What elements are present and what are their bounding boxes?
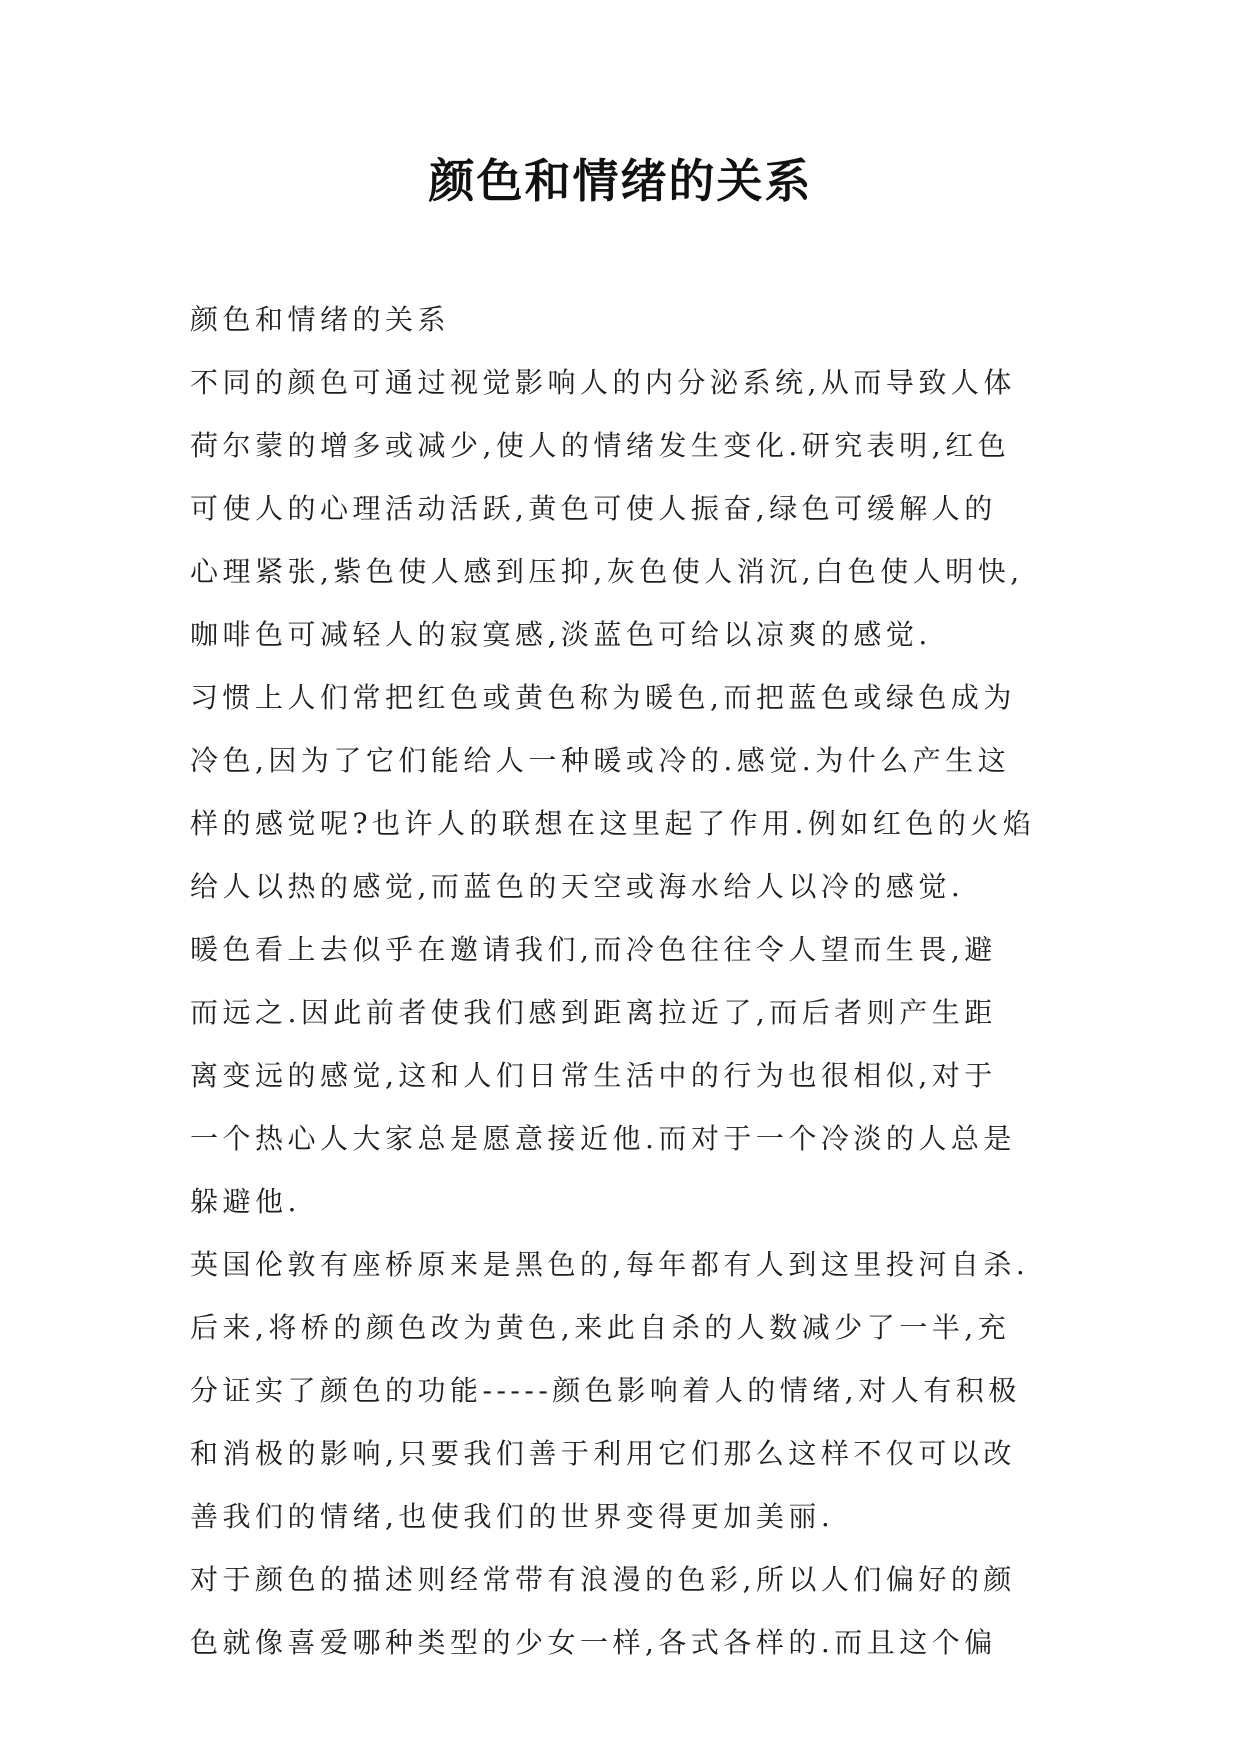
body-line: 颜色和情绪的关系 xyxy=(190,303,451,336)
body-line: 色就像喜爱哪种类型的少女一样,各式各样的.而且这个偏 xyxy=(190,1626,997,1659)
body-line: 心理紧张,紫色使人感到压抑,灰色使人消沉,白色使人明快, xyxy=(190,555,1024,588)
body-line: 分证实了颜色的功能-----颜色影响着人的情绪,对人有积极 xyxy=(190,1374,1021,1407)
body-line: 而远之.因此前者使我们感到距离拉近了,而后者则产生距 xyxy=(190,996,997,1029)
body-line: 对于颜色的描述则经常带有浪漫的色彩,所以人们偏好的颜 xyxy=(190,1563,1016,1596)
body-line: 暖色看上去似乎在邀请我们,而冷色往往令人望而生畏,避 xyxy=(190,933,997,966)
body-line: 离变远的感觉,这和人们日常生活中的行为也很相似,对于 xyxy=(190,1059,997,1092)
body-line: 善我们的情绪,也使我们的世界变得更加美丽. xyxy=(190,1500,835,1533)
body-line: 和消极的影响,只要我们善于利用它们那么这样不仅可以改 xyxy=(190,1437,1016,1470)
body-line: 给人以热的感觉,而蓝色的天空或海水给人以冷的感觉. xyxy=(190,870,965,903)
body-line: 荷尔蒙的增多或减少,使人的情绪发生变化.研究表明,红色 xyxy=(190,429,1011,462)
body-line: 后来,将桥的颜色改为黄色,来此自杀的人数减少了一半,充 xyxy=(190,1311,1011,1344)
body-line: 英国伦敦有座桥原来是黑色的,每年都有人到这里投河自杀. xyxy=(190,1248,1030,1281)
document-body xyxy=(190,288,1060,1674)
document-title: 颜色和情绪的关系 xyxy=(428,154,813,208)
body-line: 样的感觉呢?也许人的联想在这里起了作用.例如红色的火焰 xyxy=(190,807,1036,840)
body-line: 躲避他. xyxy=(190,1185,301,1218)
body-line: 可使人的心理活动活跃,黄色可使人振奋,绿色可缓解人的 xyxy=(190,492,997,525)
body-line: 不同的颜色可通过视觉影响人的内分泌系统,从而导致人体 xyxy=(190,366,1016,399)
body-line: 一个热心人大家总是愿意接近他.而对于一个冷淡的人总是 xyxy=(190,1122,1016,1155)
body-line: 习惯上人们常把红色或黄色称为暖色,而把蓝色或绿色成为 xyxy=(190,681,1016,714)
body-line: 冷色,因为了它们能给人一种暖或冷的.感觉.为什么产生这 xyxy=(190,744,1011,777)
body-line: 咖啡色可减轻人的寂寞感,淡蓝色可给以凉爽的感觉. xyxy=(190,618,932,651)
